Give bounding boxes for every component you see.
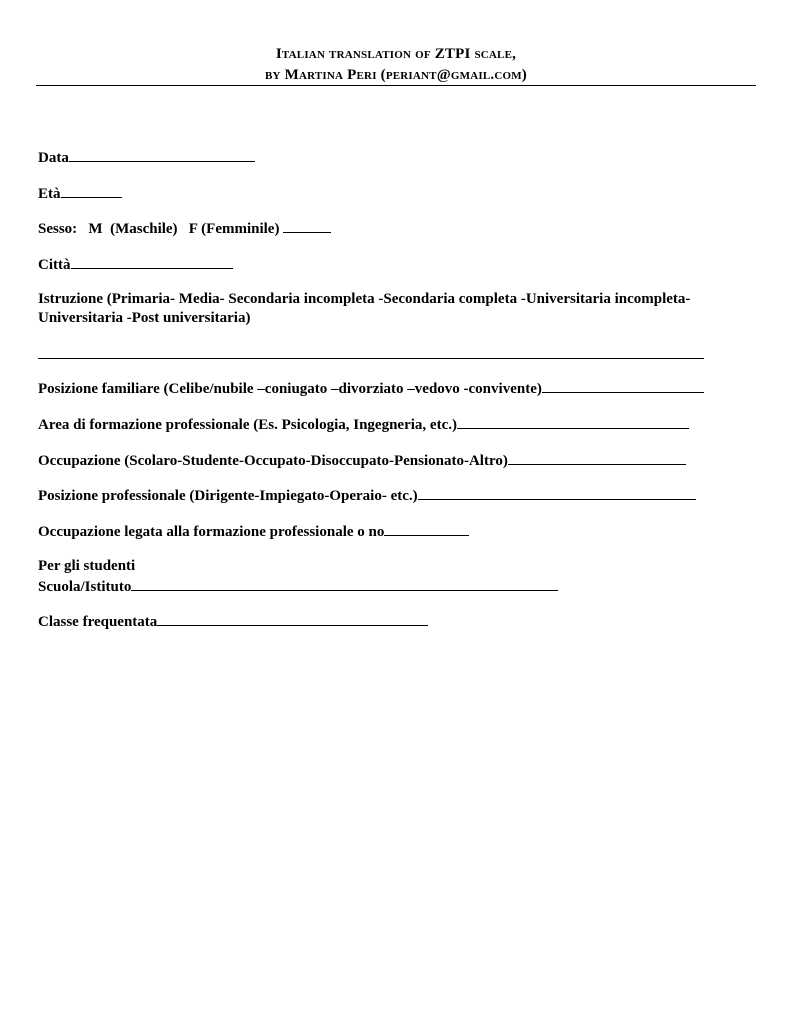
area-formazione-label: Area di formazione professionale (Es. Psicologia, Ingegneria, etc.): [38, 417, 457, 433]
posizione-professionale-field: [38, 485, 696, 506]
posizione-professionale-label: Posizione professionale (Dirigente-Impiegato-Operaio- etc.): [38, 488, 418, 504]
istruzione-field: [38, 290, 728, 328]
header-title: Italian translation of ZTPI scale,: [275, 46, 517, 62]
data-field: [38, 147, 255, 168]
header-divider: [36, 85, 756, 86]
classe-frequentata-field: [38, 611, 428, 632]
document-header: [36, 44, 756, 86]
scuola-istituto-label: Scuola/Istituto: [38, 579, 132, 595]
sesso-label: Sesso: M (Maschile) F (Femminile): [38, 221, 284, 237]
eta-field: [38, 183, 122, 204]
classe-frequentata-label: Classe frequentata: [38, 614, 158, 630]
occupazione-label: Occupazione (Scolaro-Studente-Occupato-Disoccupato-Pensionato-Altro): [38, 453, 508, 469]
area-formazione-blank[interactable]: [457, 414, 689, 429]
occupazione-blank[interactable]: [508, 450, 686, 465]
sesso-field: [38, 218, 331, 239]
citta-label: Città: [38, 257, 71, 273]
data-blank[interactable]: [69, 147, 255, 162]
occupazione-legata-label: Occupazione legata alla formazione professionale o no: [38, 524, 385, 540]
eta-label: Età: [38, 186, 61, 202]
posizione-professionale-blank[interactable]: [418, 485, 696, 500]
occupazione-legata-blank[interactable]: [384, 521, 469, 536]
istruzione-blank[interactable]: [38, 358, 704, 359]
citta-blank[interactable]: [71, 254, 233, 269]
area-formazione-field: [38, 414, 689, 435]
posizione-familiare-label: Posizione familiare (Celibe/nubile –coniugato –divorziato –vedovo -convivente): [38, 381, 542, 397]
occupazione-legata-field: [38, 521, 469, 542]
header-author: by Martina Peri (periant@gmail.com): [265, 67, 527, 83]
sesso-blank[interactable]: [283, 218, 331, 233]
scuola-istituto-blank[interactable]: [131, 576, 558, 591]
citta-field: [38, 254, 233, 275]
per-gli-studenti-label: Per gli studenti: [38, 558, 136, 574]
classe-frequentata-blank[interactable]: [157, 611, 428, 626]
occupazione-field: [38, 450, 686, 471]
eta-blank[interactable]: [61, 183, 122, 198]
posizione-familiare-field: [38, 378, 704, 399]
scuola-istituto-field: [38, 576, 558, 597]
studenti-section: [38, 557, 558, 597]
istruzione-label: Istruzione (Primaria- Media- Secondaria incompleta -Secondaria completa -Universitaria incompleta- Universitaria -Post universitaria): [38, 291, 691, 326]
posizione-familiare-blank[interactable]: [542, 378, 704, 393]
data-label: Data: [38, 150, 69, 166]
